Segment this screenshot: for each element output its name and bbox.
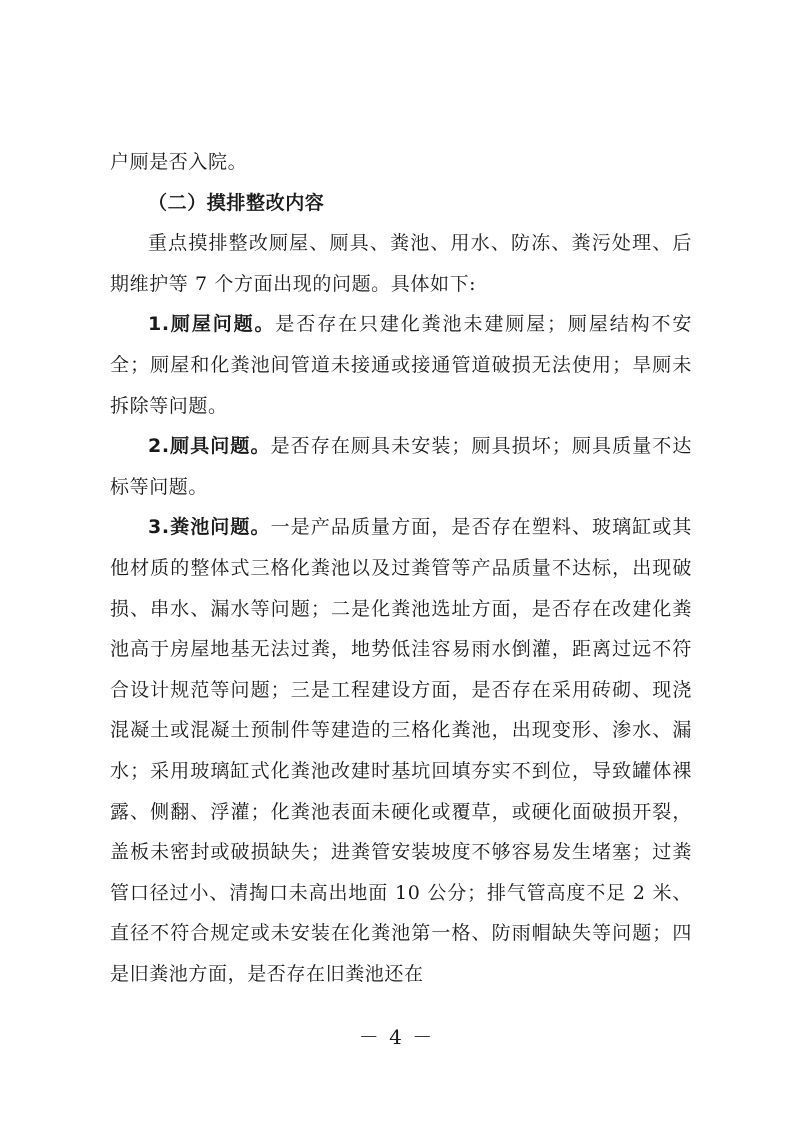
item-label-toilet-room: 1.厕屋问题。 bbox=[148, 313, 276, 336]
item-label-septic-tank: 3.粪池问题。 bbox=[148, 516, 271, 539]
item-label-toilet-fixture: 2.厕具问题。 bbox=[148, 435, 271, 458]
paragraph-toilet-room bbox=[110, 304, 692, 426]
page-number: － 4 － bbox=[358, 1025, 435, 1049]
item-text-septic-tank: 一是产品质量方面，是否存在塑料、玻璃缸或其他材质的整体式三格化粪池以及过粪管等产品质量不达标，出现破损、串水、漏水等问题；二是化粪池选址方面，是否存在改建化粪池高于房屋地基无法过粪，地势低洼容易雨水倒灌，距离过远不符合设计规范等问题；三是工程建设方面，是否存在采用砖砌、现浇混凝土或混凝土预制件等建造的三格化粪池，出现变形、渗水、漏水；采用玻璃缸式化粪池改建时基坑回填夯实不到位，导致罐体裸露、侧翻、浮灌；化粪池表面未硬化或覆草，或硬化面破损开裂，盖板未密封或破损缺失；进粪管安装坡度不够容易发生堵塞；过粪管口径过小、清掏口未高出地面 10 公分；排气管高度不足 2 米、直径不符合规定或未安装在化粪池第一格、防雨帽缺失等问题；四是旧粪池方面，是否存在旧粪池还在 bbox=[110, 516, 693, 985]
paragraph-septic-tank bbox=[110, 507, 692, 994]
paragraph-toilet-fixture bbox=[110, 426, 692, 507]
item-text-toilet-fixture: 是否存在厕具未安装；厕具损坏；厕具质量不达标等问题。 bbox=[110, 435, 693, 498]
paragraph-intro: 重点摸排整改厕屋、厕具、粪池、用水、防冻、粪污处理、后期维护等 7 个方面出现的问题。具体如下: bbox=[110, 232, 692, 295]
document-body bbox=[110, 142, 692, 994]
section-heading: （二）摸排整改内容 bbox=[148, 191, 325, 214]
paragraph-continuation: 户厕是否入院。 bbox=[110, 151, 248, 173]
item-text-toilet-room: 是否存在只建化粪池未建厕屋；厕屋结构不安全；厕屋和化粪池间管道未接通或接通管道破损无法使用；旱厕未拆除等问题。 bbox=[110, 313, 692, 417]
